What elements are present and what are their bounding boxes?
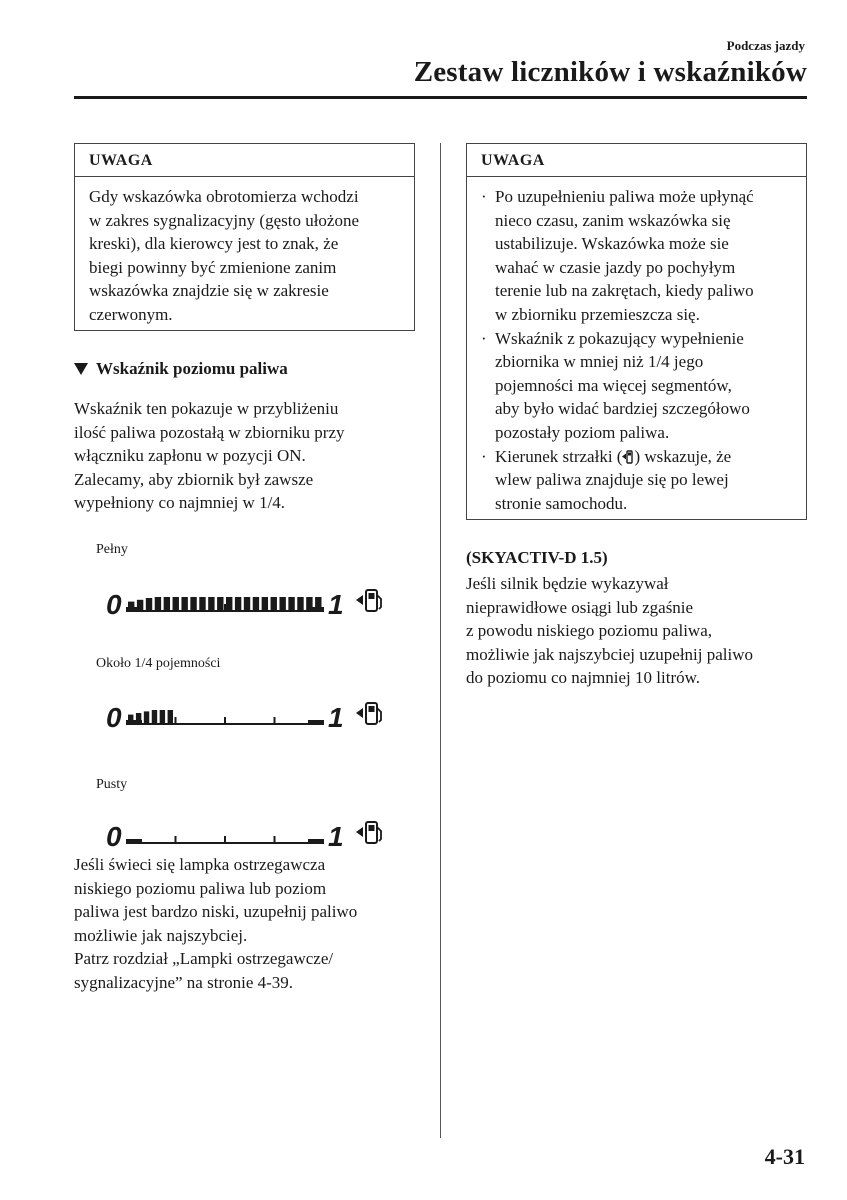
text-line: ustabilizuje. Wskazówka może sie [495,234,729,254]
text-line: pozostały poziom paliwa. [495,422,670,442]
gauge-fill-segment [155,597,161,610]
gauge-tick [224,717,226,725]
gauge-caption-quarter: Około 1/4 pojemności [96,656,221,671]
gauge-min-label: 0 [106,589,122,620]
text-line: niskiego poziomu paliwa lub poziom [74,878,327,898]
text-line: w zbiorniku przemieszcza się. [495,304,700,324]
gauge-fill-segment [128,715,133,723]
text-line: nieprawidłowe osiągi lub zgaśnie [466,597,694,617]
gauge-fill-segment [164,597,170,610]
gauge-fill-segment [168,710,173,723]
column-divider [440,143,441,1138]
gauge-fill-segment [297,597,303,610]
gauge-fill-segment [160,710,165,723]
header-section-label: Podczas jazdy [726,38,805,53]
caution-text [467,177,806,515]
text-line: wypełniony co najmniej w 1/4. [74,493,286,512]
triangle-bullet-icon [74,363,88,375]
text-line: stronie samochodu. [495,493,628,513]
gauge-fill-segment [136,713,141,723]
text-line: ilość paliwa pozostałą w zbiorniku przy [74,422,345,442]
gauge-fill-segment [306,597,312,610]
gauge-fill-segment [288,597,294,610]
arrow-shape [356,827,363,837]
gauge-fill-segment [181,597,187,610]
fuel-pump-arrow-icon [622,449,634,464]
gauge-tick [274,836,276,844]
bullet-mark: · [481,187,487,206]
text-line: terenie lub na zakrętach, kiedy paliwo [495,281,754,301]
bullet-mark: · [481,328,487,348]
text-line: nieco czasu, zanim wskazówka się [495,210,731,230]
gauge-fill-segment [144,711,149,723]
gauge-tick [274,717,276,725]
gauge-tick [224,604,226,612]
bullet-item [481,445,794,516]
arrow-shape [356,708,363,718]
text-line: sygnalizacyjne” na stronie 4-39. [74,972,294,992]
gauge-fill-segment [146,598,152,610]
skyactiv-paragraph [466,572,753,690]
gauge-fill-segment [208,597,214,610]
fuel-gauge-quarter [106,697,406,737]
gauge-fill-segment [137,600,143,610]
gauge-fill-segment [190,597,196,610]
low-fuel-warning-paragraph [74,853,357,994]
gauge-max-label: 1 [328,589,344,620]
gauge-fill-segment [173,597,179,610]
text-line: Wskaźnik z pokazujący wypełnienie [495,328,744,348]
text-line: pojemności ma więcej segmentów, [495,375,732,395]
text-span: ) wskazuje, że [634,446,732,466]
pump-window [369,825,375,831]
page-number: 4-31 [764,1144,805,1169]
text-line: Wskaźnik ten pokazuje w przybliżeniu [74,399,339,418]
gauge-fill-segment [235,597,241,610]
text-line: do poziomu co najmniej 10 litrów. [466,668,701,687]
fuel-pump-arrow-icon [356,590,381,611]
gauge-fill-segment [217,597,223,610]
gauge-fill-segment [244,597,250,610]
gauge-fill-segment [199,597,205,610]
gauge-fill-segment [262,597,268,610]
text-line: wahać w czasie jazdy po pochyłym [495,257,736,277]
fuel-gauge-empty [106,816,406,856]
caution-text [75,177,414,327]
text-line: czerwonym. [89,304,173,324]
gauge-tick [224,836,226,844]
text-line: biegi powinny być zmienione zanim [89,257,337,277]
gauge-min-label: 0 [106,821,122,852]
text-line: wskazówka znajdzie się w zakresie [89,281,329,301]
fuel-pump-arrow-icon [356,822,381,843]
text-span: Kierunek strzałki ( [495,446,623,466]
gauge-tick [175,717,177,725]
caution-box-right [466,143,807,520]
text-line: Jeśli silnik będzie wykazywał [466,574,669,593]
page-title: Zestaw liczników i wskaźników [413,56,807,88]
pump-window [369,593,375,599]
pump-window [369,706,375,712]
caution-heading: UWAGA [75,144,414,177]
text-line: możliwie jak najszybciej uzupełnij paliwo [466,644,754,664]
gauge-fill-segment [271,597,277,610]
text-line: Jeśli świeci się lampka ostrzegawcza [74,855,326,874]
bullet-mark: · [481,446,487,466]
gauge-fill-segment [279,597,285,610]
text-line: w zakres sygnalizacyjny (gęsto ułożone [89,210,360,230]
text-line: włączniku zapłonu w pozycji ON. [74,446,306,465]
text-line: Gdy wskazówka obrotomierza wchodzi [89,187,359,206]
fuel-intro-paragraph [74,397,345,515]
text-line: Zalecamy, aby zbiornik był zawsze [74,469,314,489]
fuel-pump-arrow-icon [356,703,381,724]
gauge-caption-full: Pełny [96,542,128,557]
gauge-fill-segment [226,597,232,610]
gauge-fill-segment [128,602,134,610]
text-line: Patrz rozdział „Lampki ostrzegawcze/ [74,949,334,968]
gauge-max-label: 1 [328,821,344,852]
text-line: z powodu niskiego poziomu paliwa, [466,621,712,640]
fuel-section-heading-text: Wskaźnik poziomu paliwa [96,359,288,378]
text-line: wlew paliwa znajduje się po lewej [495,470,729,490]
gauge-max-label: 1 [328,702,344,733]
caution-box-left [74,143,415,331]
header-rule [74,96,807,99]
text-line: zbiornika w mniej niż 1/4 jego [495,352,704,372]
arrow-shape [356,595,363,605]
text-line: kreski), dla kierowcy jest to znak, że [89,234,339,254]
gauge-fill-segment [253,597,259,610]
fuel-gauge-full [106,584,406,624]
bullet-item [481,327,794,445]
gauge-fill-segment [315,597,321,610]
text-line [495,445,794,469]
caution-heading: UWAGA [467,144,806,177]
text-line: aby było widać bardziej szczegółowo [495,399,750,419]
text-line: paliwa jest bardzo niski, uzupełnij paliwo [74,902,358,921]
text-line: Po uzupełnieniu paliwa może upłynąć [495,187,754,206]
gauge-fill-segment [152,710,157,723]
fuel-section-heading [74,359,288,379]
text-line: możliwie jak najszybciej. [74,925,248,945]
gauge-tick [175,836,177,844]
gauge-min-label: 0 [106,702,122,733]
gauge-caption-empty: Pusty [96,777,128,792]
bullet-item [481,185,794,327]
skyactiv-heading: (SKYACTIV-D 1.5) [466,548,608,567]
